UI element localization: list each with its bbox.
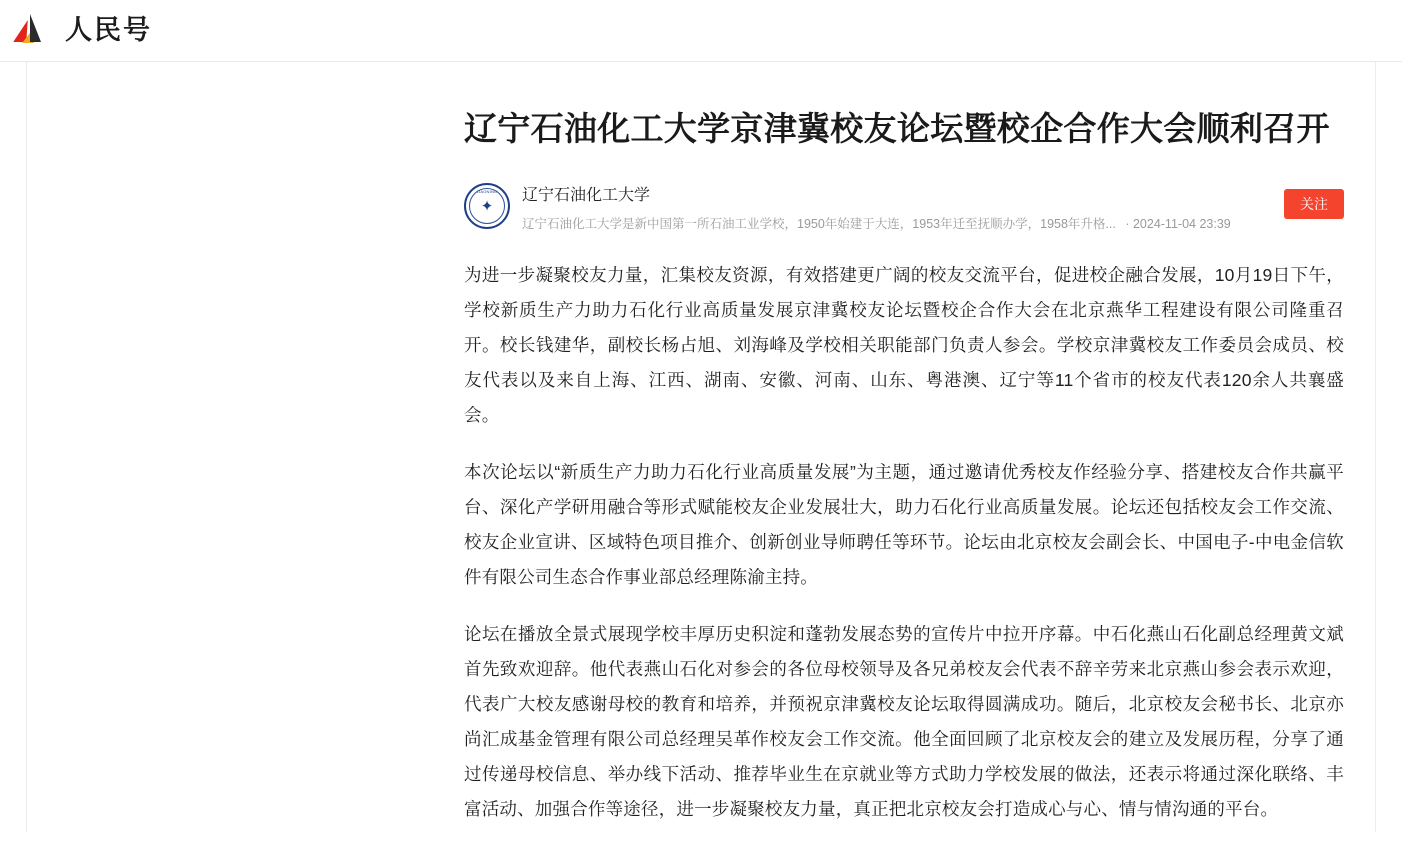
author-meta-line [522,214,1292,232]
publish-timestamp: · 2024-11-04 23:39 [1125,217,1231,232]
page-title: 辽宁石油化工大学京津冀校友论坛暨校企合作大会顺利召开 [464,110,1330,147]
author-name[interactable]: 辽宁石油化工大学 [522,186,651,204]
article-paragraph: 为进一步凝聚校友力量，汇集校友资源，有效搭建更广阔的校友交流平台，促进校企融合发展，10月19日下午，学校新质生产力助力石化行业高质量发展京津冀校友论坛暨校企合作大会在北京燕华工程建设有限公司隆重召开。校长钱建华，副校长杨占旭、刘海峰及学校相关职能部门负责人参会。学校京津冀校友工作委员会成员、校友代表以及来自上海、江西、湖南、安徽、河南、山东、粤港澳、辽宁等11个省市的校友代表120余人共襄盛会。 [464,265,1344,426]
article-paragraph: 论坛在播放全景式展现学校丰厚历史积淀和蓬勃发展态势的宣传片中拉开序幕。中石化燕山石化副总经理黄文斌首先致欢迎辞。他代表燕山石化对参会的各位母校领导及各兄弟校友会代表不辞辛劳来北京燕山参会表示欢迎，代表广大校友感谢母校的教育和培养，并预祝京津冀校友论坛取得圆满成功。随后，北京校友会秘书长、北京亦尚汇成基金管理有限公司总经理吴革作校友会工作交流。他全面回顾了北京校友会的建立及发展历程，分享了通过传递母校信息、举办线下活动、推荐毕业生在京就业等方式助力学校发展的做法，还表示将通过深化联络、丰富活动、加强合作等途径，进一步凝聚校友力量，真正把北京校友会打造成心与心、情与情沟通的平台。 [464,624,1344,820]
follow-button[interactable]: 关注 [1284,189,1344,219]
top-header-bar [0,0,1402,62]
avatar[interactable] [464,183,510,229]
article-paragraph: 本次论坛以“新质生产力助力石化行业高质量发展”为主题，通过邀请优秀校友作经验分享、搭建校友合作共赢平台、深化产学研用融合等形式赋能校友企业发展壮大，助力石化行业高质量发展。论坛还包括校友会工作交流、校友企业宣讲、区域特色项目推介、创新创业导师聘任等环节。论坛由北京校友会副会长、中国电子-中电金信软件有限公司生态合作事业部总经理陈渝主持。 [464,462,1344,588]
page-rail-right [1375,62,1376,832]
avatar-glyph-icon: ✦ [480,196,494,215]
avatar-seal-text: LIAONING [476,188,498,194]
brand-name-text: 人民号 [65,15,152,45]
site-logo[interactable] [14,14,152,48]
triangle-logo-icon [14,14,56,48]
page-rail-left [26,62,27,832]
byline-main [522,183,1344,232]
article-body [464,258,1344,827]
author-description: 辽宁石油化工大学是新中国第一所石油工业学校，1950年始建于大连，1953年迁至抚顺办学，1958年升格... [522,217,1116,232]
article-container [464,62,1344,849]
page-canvas [0,62,1402,832]
byline [464,183,1344,232]
